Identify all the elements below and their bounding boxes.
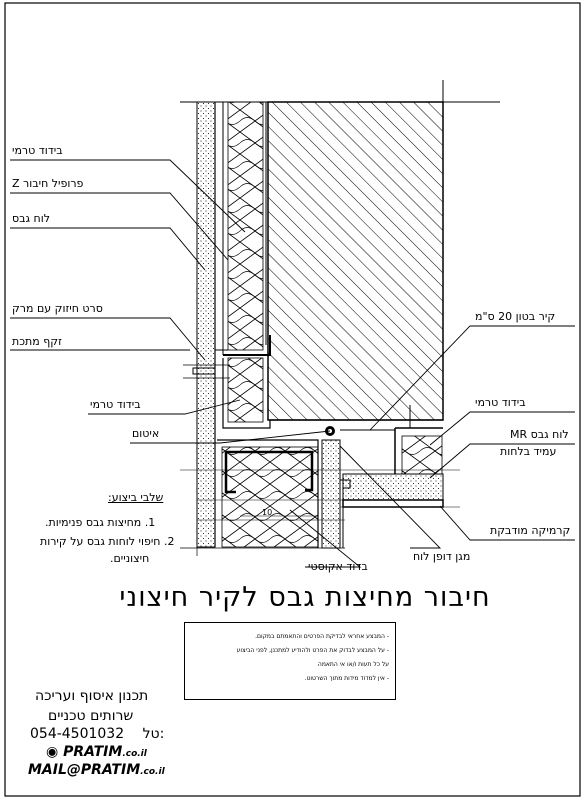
note-3: על כל תעות ו/או אי התאמה — [317, 661, 389, 668]
footer-line2: שרותים טכניים — [48, 708, 134, 724]
step-2a: 2. חיפוי לוחות גבס על קירות — [40, 535, 175, 548]
thermal-insulation-lower — [228, 358, 263, 422]
note-1: - המבצע אחראי לבדיקת הפרטים והתאמתם במקום. — [255, 633, 389, 640]
notes-box — [184, 622, 396, 700]
label-moisture-resistant: עמיד בלחות — [500, 445, 557, 458]
note-4: - אין למדוד מידות מתוך השרטוט. — [304, 675, 389, 682]
label-metal-stud: זקף מתכת — [12, 335, 62, 348]
mr-board — [343, 474, 443, 500]
label-gypsum-board: לוח גבס — [12, 212, 50, 225]
label-thermal-insulation-right: בידוד טרמי — [475, 396, 526, 409]
label-concrete-wall: קיר בטון 20 ס"מ — [475, 310, 556, 323]
drawing-title: חיבור מחיצות גבס לקיר חיצוני — [119, 582, 491, 613]
gypsum-board-strip — [197, 102, 215, 547]
footer-phone-label: טל: — [142, 726, 165, 742]
note-2: - על המבצע לבדוק את הפרט ולהודיע למתכנן, לפני הביצוע — [236, 647, 389, 654]
label-modular-ceramic: קרמיקה מודבקת — [490, 524, 571, 537]
footer-brand-suffix: .co.il — [122, 749, 147, 759]
label-dimension-10: 10 — [262, 508, 273, 517]
label-board-guard: מגן דופן לוח — [413, 550, 471, 563]
footer-brand: PRATIM — [63, 744, 123, 760]
concrete-wall — [268, 102, 443, 420]
label-sealing: איטום — [132, 427, 160, 440]
footer-line1: תכנון איסוף ועריכה — [35, 688, 149, 704]
step-2b: חיצוניים. — [110, 552, 150, 565]
label-sealing-strip: סרט חיזוק עם מרק — [12, 302, 103, 315]
footer-mail: MAIL@PRATIM — [28, 762, 141, 778]
footer-brand-row[interactable] — [46, 744, 147, 760]
thermal-insulation-right — [402, 436, 442, 474]
label-thermal-insulation-mid: בידוד טרמי — [90, 398, 141, 411]
footer-mail-suffix: .co.il — [140, 767, 165, 777]
partition-board-right — [322, 440, 340, 548]
footer-phone: 054-4501032 — [30, 726, 125, 742]
label-acoustic-insulation: בדוד אקוסטי — [308, 560, 368, 573]
label-thermal-insulation-top: בידוד טרמי — [12, 144, 63, 157]
globe-icon: ◉ — [46, 744, 59, 760]
thermal-insulation-upper — [228, 102, 263, 350]
acoustic-insulation — [222, 447, 318, 547]
label-mr-board: לוח גבס MR — [510, 428, 569, 441]
step-1: 1. מחיצות גבס פנימיות. — [45, 516, 156, 529]
label-z-profile: פרופיל חיבור Z — [12, 177, 84, 190]
footer-mail-row[interactable] — [28, 762, 165, 778]
steps-heading: שלבי ביצוע: — [108, 491, 164, 504]
modular-ceramic — [343, 500, 443, 507]
footer-phone-row — [30, 726, 164, 742]
